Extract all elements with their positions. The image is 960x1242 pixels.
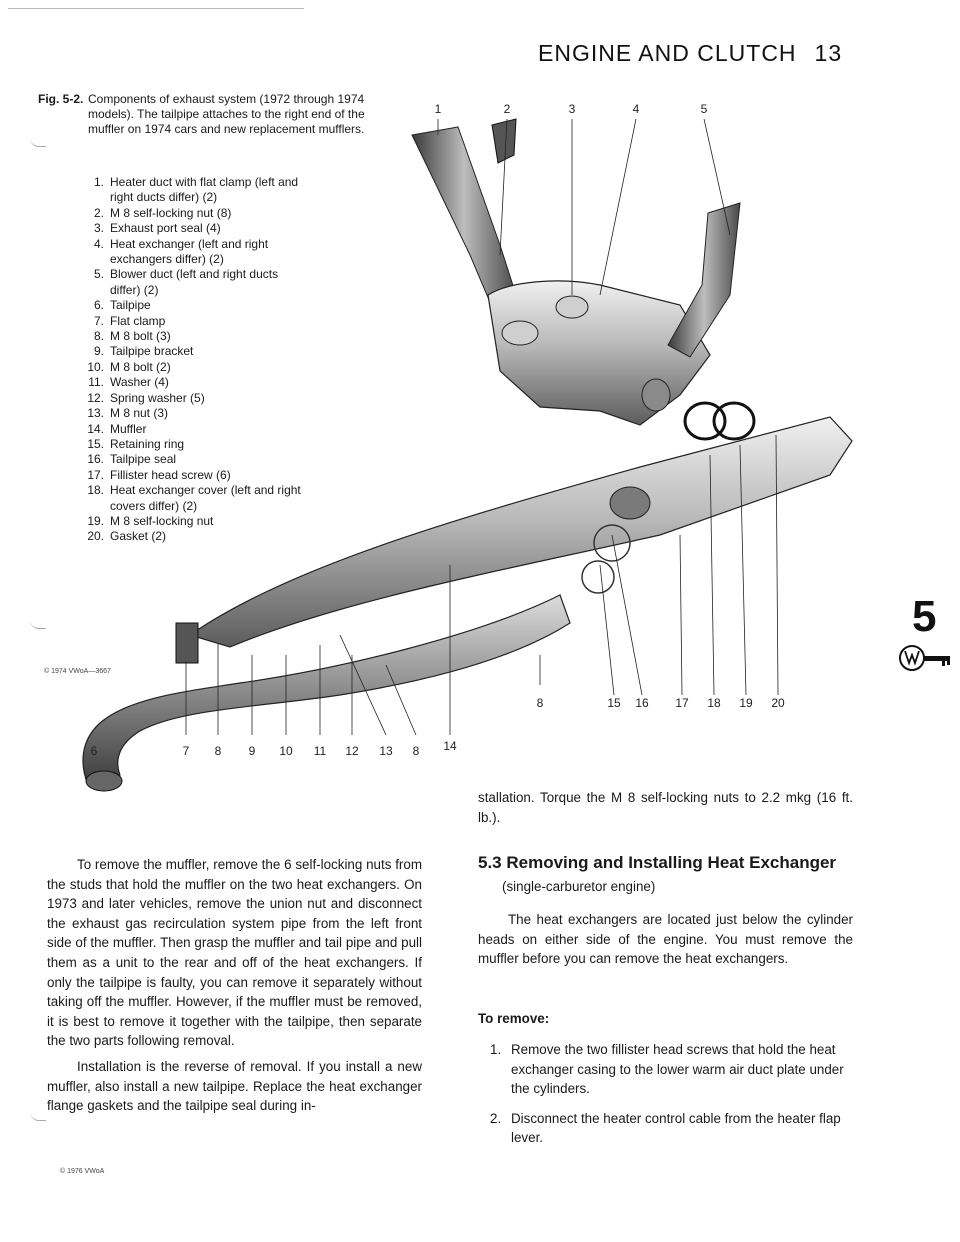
callout-20: 20 [771, 696, 785, 710]
exhaust-port-part [642, 379, 670, 411]
part-number: 1. [93, 175, 104, 189]
part-name: Fillister head screw (6) [110, 467, 231, 482]
callout-2: 2 [503, 102, 511, 116]
part-name: Spring washer (5) [110, 390, 205, 405]
chapter-tab [898, 592, 954, 695]
step-number: 2. [490, 1110, 502, 1126]
part-name: Heat exchanger cover (left and right covers differ) (2) [110, 483, 301, 513]
callout-16: 16 [635, 696, 649, 710]
callout-19: 19 [739, 696, 753, 710]
callout-8: 8 [214, 744, 222, 758]
callout-10: 10 [279, 744, 293, 758]
part-number: 17. [87, 467, 104, 482]
part-name: Tailpipe seal [110, 452, 177, 467]
part-number: 13. [87, 406, 104, 421]
callout-11: 11 [313, 744, 327, 758]
part-number: 3. [93, 221, 104, 236]
part-number: 11. [88, 375, 104, 390]
section-subheading: (single-carburetor engine) [502, 879, 656, 894]
tailpipe-seal-part [582, 561, 614, 593]
figure-credit: © 1974 VWoA—3667 [44, 668, 111, 675]
part-number: 8. [93, 329, 104, 344]
running-head [538, 40, 842, 67]
figure-caption-text: Components of exhaust system (1972 through 1974 models). The tailpipe attaches to the right end of the muffler on 1974 cars and new replacement mufflers. [88, 92, 365, 136]
part-number: 6. [93, 298, 104, 313]
part-name: Retaining ring [110, 436, 185, 451]
part-name: Tailpipe bracket [110, 344, 194, 359]
margin-mark [30, 138, 46, 147]
callout-15: 15 [607, 696, 621, 710]
part-name: Flat clamp [110, 313, 166, 328]
continuation-paragraph: stallation. Torque the M 8 self-locking nuts to 2.2 mkg (16 ft. lb.). [478, 790, 853, 825]
callout-13: 13 [379, 744, 393, 758]
vw-logo-key-icon [898, 643, 954, 673]
callout-1: 1 [434, 102, 442, 116]
callout-8b: 8 [412, 744, 420, 758]
part-name: Exhaust port seal (4) [110, 221, 221, 236]
part-number: 15. [87, 436, 104, 451]
part-name: Tailpipe [110, 298, 151, 313]
part-name: Heater duct with flat clamp (left and right ducts differ) (2) [110, 175, 299, 205]
part-number: 18. [87, 483, 104, 498]
exhaust-port-part [502, 321, 538, 345]
part-name: M 8 nut (3) [110, 406, 169, 421]
installation-paragraph: Installation is the reverse of removal. If you install a new muffler, also install a new tailpipe. Replace the heat exchanger flange gaskets and the tailpipe seal during in- [47, 1059, 422, 1114]
tailpipe-bracket-part [176, 623, 198, 663]
part-name: Heat exchanger (left and right exchangers differ) (2) [110, 236, 269, 267]
part-name: Gasket (2) [110, 529, 167, 544]
step-text: Disconnect the heater control cable from the heater flap lever. [511, 1110, 841, 1146]
heat-exchanger-part [488, 281, 710, 425]
chapter-title: ENGINE AND CLUTCH [538, 40, 797, 66]
copyright-notice: © 1976 VWoA [60, 1168, 105, 1175]
removal-paragraph: To remove the muffler, remove the 6 self-locking nuts from the studs that hold the muffler on the two heat exchangers. On 1973 and later vehicles, remove the union nut and disconnect the exhaust gas recirculation system pipe from the left front side of the muffler. Then grasp the muffler and tail pipe and pull them as a unit to the rear and off of the heat exchangers. If only the tailpipe is faulty, you can remove it separately without taking off the muffler. However, if the muffler must be removed, it is best to remove it together with the tailpipe, then separate the two parts following removal. [47, 857, 422, 1049]
part-number: 14. [87, 421, 104, 436]
exhaust-port-part [556, 296, 588, 318]
part-name: M 8 bolt (2) [110, 359, 171, 374]
page-number: 13 [814, 40, 843, 66]
callout-9: 9 [248, 744, 256, 758]
procedure-steps [478, 1040, 853, 1158]
part-number: 12. [87, 390, 104, 405]
procedure-step [478, 1109, 853, 1148]
procedure-label: To remove: [478, 1011, 550, 1026]
blower-duct-part [668, 203, 740, 357]
part-number: 10. [87, 359, 104, 374]
callout-12: 12 [345, 744, 359, 758]
section-heading: 5.3 Removing and Installing Heat Exchanger [478, 853, 837, 872]
margin-mark [30, 620, 46, 629]
part-name: Washer (4) [110, 375, 169, 390]
margin-mark [30, 1112, 46, 1121]
callout-4: 4 [632, 102, 640, 116]
part-number: 5. [93, 267, 104, 282]
callout-8c: 8 [536, 696, 544, 710]
tailpipe-end-part [86, 771, 122, 791]
part-number: 16. [87, 452, 104, 467]
part-number: 4. [93, 236, 104, 251]
callout-18: 18 [707, 696, 721, 710]
callout-17: 17 [675, 696, 689, 710]
gasket-part [714, 403, 754, 439]
step-number: 1. [490, 1042, 502, 1057]
figure-label: Fig. 5-2. [38, 92, 84, 106]
callout-5: 5 [700, 102, 708, 116]
chapter-tab-number: 5 [912, 592, 937, 641]
part-name: M 8 self-locking nut [110, 513, 214, 528]
part-number: 2. [93, 205, 104, 220]
muffler-outlet-part [610, 487, 650, 519]
callout-3: 3 [568, 102, 576, 116]
intro-paragraph: The heat exchangers are located just below the cylinder heads on either side of the engine. You must remove the muffler before you can remove the heat exchangers. [478, 912, 853, 967]
tailpipe-part [83, 595, 570, 785]
callout-6: 6 [90, 744, 98, 758]
part-name: M 8 bolt (3) [110, 329, 171, 344]
step-text: Remove the two fillister head screws that hold the heat exchanger casing to the lower warm air duct plate under the cylinders. [511, 1042, 844, 1097]
procedure-step [478, 1040, 853, 1099]
part-number: 7. [93, 313, 104, 328]
part-name: Muffler [110, 421, 147, 436]
exhaust-system-diagram [40, 95, 880, 815]
duct-clamp-part [492, 119, 516, 163]
part-number: 9. [93, 344, 104, 359]
part-name: M 8 self-locking nut (8) [110, 205, 232, 220]
part-number: 20. [87, 529, 104, 544]
part-name: Blower duct (left and right ducts differ) (2) [110, 267, 279, 297]
top-rule [8, 8, 304, 9]
part-number: 19. [87, 513, 104, 528]
callout-7: 7 [182, 744, 190, 758]
callout-14: 14 [443, 739, 457, 753]
